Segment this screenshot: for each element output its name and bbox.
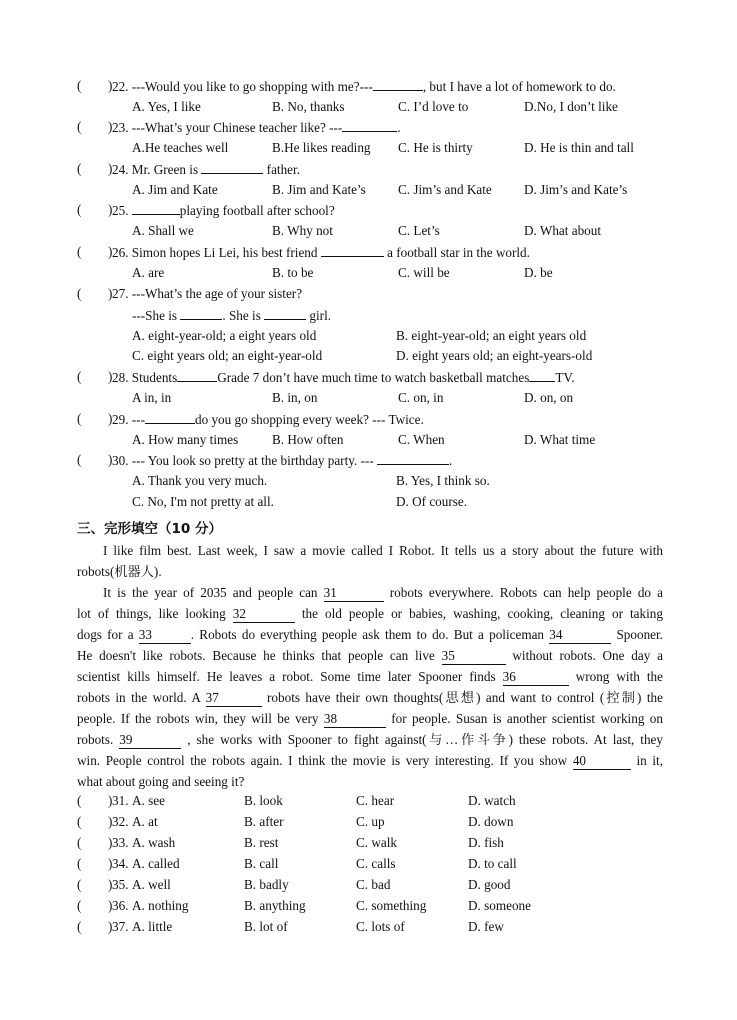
passage-text: scientist kills himself. He leaves a robot. Some time later Spooner finds (77, 669, 503, 684)
question-stem (112, 284, 302, 304)
option: B. No, thanks (272, 99, 345, 114)
answer-paren-open: ( (77, 919, 82, 934)
answer-paren-close: ) (108, 202, 113, 217)
answer-paren-open: ( (77, 452, 82, 467)
option: C. hear (356, 793, 395, 808)
option: A in, in (132, 390, 172, 405)
option: D. someone (468, 898, 531, 913)
question-text: . She is (222, 308, 265, 323)
question-text: 25. (112, 203, 132, 218)
question-stem (112, 367, 575, 388)
answer-paren-close: ) (108, 452, 113, 467)
passage-text: I like film best. Last week, I saw a movie called I Robot. It tells us a story about the future with (103, 543, 663, 558)
answer-paren-close: ) (108, 369, 113, 384)
option: D. down (468, 814, 514, 829)
passage-text: robots. (77, 732, 120, 747)
answer-blank (177, 367, 217, 382)
passage-line (77, 645, 663, 666)
cloze-blank-31: 31 (324, 586, 384, 602)
question-text: 27. ---What’s the age of your sister? (112, 286, 303, 301)
option: C. on, in (398, 390, 444, 405)
question-text: 29. --- (112, 412, 145, 427)
answer-paren-open: ( (77, 411, 82, 426)
answer-blank (529, 367, 555, 382)
option: D. be (524, 265, 553, 280)
option: D. He is thin and tall (524, 140, 634, 155)
option: A. eight-year-old; a eight years old (132, 328, 317, 343)
option: D. watch (468, 793, 516, 808)
option: A. Jim and Kate (132, 182, 218, 197)
answer-paren-close: ) (108, 286, 113, 301)
cloze-blank-33: 33 (139, 628, 191, 644)
passage-text: the old people or babies, washing, cooking, cleaning or taking (294, 606, 663, 621)
option: B. in, on (272, 390, 318, 405)
option: D.No, I don’t like (524, 99, 618, 114)
option: A. little (132, 919, 173, 934)
passage-text: wrong with the (568, 669, 663, 684)
passage-line (77, 771, 663, 792)
question-text: , but I have a lot of homework to do. (422, 79, 616, 94)
passage-text: robots have their own thoughts(思想) and want to control (控制) the (261, 690, 663, 705)
option: C. Let’s (398, 223, 440, 238)
option: B. eight-year-old; an eight years old (396, 328, 587, 343)
passage-line (77, 561, 663, 582)
question-stem (112, 242, 530, 263)
option: D. fish (468, 835, 504, 850)
passage-text: for people. Susan is another scientist working on (385, 711, 663, 726)
option: C. something (356, 898, 427, 913)
passage-line (77, 624, 663, 645)
passage-text: robots everywhere. Robots can help people do a (383, 585, 663, 600)
question-stem (112, 200, 335, 221)
answer-paren-close: ) (108, 793, 113, 808)
answer-blank (321, 242, 384, 257)
answer-paren-open: ( (77, 814, 82, 829)
answer-paren-close: ) (108, 119, 113, 134)
section-title: 三、完形填空（10 分） (77, 521, 222, 537)
answer-paren-open: ( (77, 835, 82, 850)
question-stem (112, 409, 424, 430)
answer-paren-close: ) (108, 856, 113, 871)
passage-text: dogs for a (77, 627, 139, 642)
answer-paren-open: ( (77, 78, 82, 93)
question-text: 24. Mr. Green is (112, 162, 202, 177)
answer-paren-close: ) (108, 244, 113, 259)
cloze-number: 31. (112, 793, 129, 808)
option: A. are (132, 265, 165, 280)
option: A. well (132, 877, 171, 892)
option: C. He is thirty (398, 140, 473, 155)
option: C. When (398, 432, 445, 447)
question-text: playing football after school? (179, 203, 335, 218)
answer-paren-open: ( (77, 856, 82, 871)
cloze-blank-34: 34 (549, 628, 611, 644)
option: A. Yes, I like (132, 99, 201, 114)
question-text: Grade 7 don’t have much time to watch basketball matches (217, 370, 530, 385)
cloze-number: 34. (112, 856, 129, 871)
answer-blank (264, 305, 306, 320)
cloze-number: 33. (112, 835, 129, 850)
option: B. call (244, 856, 279, 871)
option: C. lots of (356, 919, 405, 934)
cloze-number: 32. (112, 814, 129, 829)
option: C. up (356, 814, 385, 829)
answer-paren-open: ( (77, 898, 82, 913)
option: C. calls (356, 856, 396, 871)
passage-text: It is the year of 2035 and people can (103, 585, 324, 600)
passage-text: in it, (630, 753, 663, 768)
passage-text: Spooner. (611, 627, 663, 642)
question-text: . (449, 453, 453, 468)
answer-paren-open: ( (77, 202, 82, 217)
question-text: do you go shopping every week? --- Twice. (194, 412, 424, 427)
passage-line (77, 729, 663, 750)
option: D. Jim’s and Kate’s (524, 182, 628, 197)
option: C. will be (398, 265, 450, 280)
cloze-number: 35. (112, 877, 129, 892)
question-stem (112, 117, 401, 138)
question-stem (112, 76, 616, 97)
option: D. eight years old; an eight-years-old (396, 348, 593, 363)
option: B. to be (272, 265, 314, 280)
passage-line (77, 603, 663, 624)
question-text: girl. (306, 308, 332, 323)
option: C. I’d love to (398, 99, 469, 114)
answer-blank (201, 159, 263, 174)
passage-line (103, 582, 663, 603)
answer-paren-open: ( (77, 877, 82, 892)
question-text: a football star in the world. (383, 245, 530, 260)
question-stem (132, 305, 331, 326)
option: A. Shall we (132, 223, 194, 238)
option: B. Why not (272, 223, 333, 238)
cloze-blank-39: 39 (119, 733, 181, 749)
option: D. to call (468, 856, 517, 871)
passage-line (77, 666, 663, 687)
option: B. look (244, 793, 283, 808)
passage-text: win. People control the robots again. I think the movie is very interesting. If you show (77, 753, 573, 768)
option: B. Yes, I think so. (396, 473, 490, 488)
answer-paren-open: ( (77, 119, 82, 134)
passage-text: . Robots do everything people ask them to do. But a policeman (190, 627, 550, 642)
question-text: ---She is (132, 308, 181, 323)
option: A. nothing (132, 898, 189, 913)
answer-paren-open: ( (77, 161, 82, 176)
option: A. see (132, 793, 165, 808)
answer-blank (132, 200, 180, 215)
option: B. lot of (244, 919, 288, 934)
passage-text: without robots. One day a (505, 648, 663, 663)
option: B.He likes reading (272, 140, 371, 155)
answer-blank (145, 409, 195, 424)
answer-blank (377, 450, 449, 465)
question-stem (112, 450, 452, 471)
option: C. No, I'm not pretty at all. (132, 494, 274, 509)
option: B. anything (244, 898, 306, 913)
passage-text: people. If the robots win, they will be very (77, 711, 324, 726)
passage-line (103, 540, 663, 561)
answer-paren-close: ) (108, 78, 113, 93)
option: A. wash (132, 835, 176, 850)
option: D. on, on (524, 390, 574, 405)
answer-paren-open: ( (77, 244, 82, 259)
option: C. bad (356, 877, 391, 892)
option: A.He teaches well (132, 140, 229, 155)
option: D. What about (524, 223, 602, 238)
cloze-blank-35: 35 (442, 649, 506, 665)
cloze-blank-37: 37 (206, 691, 262, 707)
passage-text: robots(机器人). (77, 564, 162, 579)
answer-paren-open: ( (77, 793, 82, 808)
cloze-blank-40: 40 (573, 754, 631, 770)
option: B. after (244, 814, 284, 829)
question-text: 22. ---Would you like to go shopping with me?--- (112, 79, 373, 94)
passage-text: He doesn't like robots. Because he thinks that people can live (77, 648, 442, 663)
question-text: 28. Students (112, 370, 178, 385)
answer-paren-close: ) (108, 411, 113, 426)
option: B. badly (244, 877, 289, 892)
passage-line (77, 687, 663, 708)
answer-paren-open: ( (77, 369, 82, 384)
option: D. Of course. (396, 494, 468, 509)
cloze-blank-36: 36 (503, 670, 569, 686)
passage-line (77, 708, 663, 729)
answer-blank (342, 117, 397, 132)
option: A. How many times (132, 432, 239, 447)
option: C. walk (356, 835, 398, 850)
option: B. rest (244, 835, 279, 850)
option: A. Thank you very much. (132, 473, 268, 488)
cloze-number: 36. (112, 898, 129, 913)
answer-paren-close: ) (108, 835, 113, 850)
option: D. good (468, 877, 511, 892)
option: C. Jim’s and Kate (398, 182, 492, 197)
option: A. at (132, 814, 158, 829)
question-text: father. (263, 162, 300, 177)
option: D. What time (524, 432, 596, 447)
passage-line (77, 750, 663, 771)
answer-paren-open: ( (77, 286, 82, 301)
option: C. eight years old; an eight-year-old (132, 348, 323, 363)
answer-blank (373, 76, 423, 91)
option: B. Jim and Kate’s (272, 182, 366, 197)
option: D. few (468, 919, 504, 934)
question-text: 26. Simon hopes Li Lei, his best friend (112, 245, 321, 260)
question-text: TV. (555, 370, 575, 385)
answer-paren-close: ) (108, 919, 113, 934)
cloze-number: 37. (112, 919, 129, 934)
passage-text: lot of things, like looking (77, 606, 233, 621)
cloze-blank-32: 32 (233, 607, 295, 623)
answer-paren-close: ) (108, 877, 113, 892)
answer-blank (180, 305, 222, 320)
passage-text: robots in the world. A (77, 690, 206, 705)
answer-paren-close: ) (108, 814, 113, 829)
question-text: 30. --- You look so pretty at the birthday party. --- (112, 453, 378, 468)
cloze-blank-38: 38 (324, 712, 386, 728)
question-text: 23. ---What’s your Chinese teacher like? --- (112, 120, 343, 135)
passage-text: , she works with Spooner to fight against(与…作斗争) these robots. At last, they (181, 732, 663, 747)
answer-paren-close: ) (108, 898, 113, 913)
option: A. called (132, 856, 180, 871)
answer-paren-close: ) (108, 161, 113, 176)
question-text: . (397, 120, 401, 135)
passage-text: what about going and seeing it? (77, 774, 245, 789)
question-stem (112, 159, 300, 180)
option: B. How often (272, 432, 344, 447)
